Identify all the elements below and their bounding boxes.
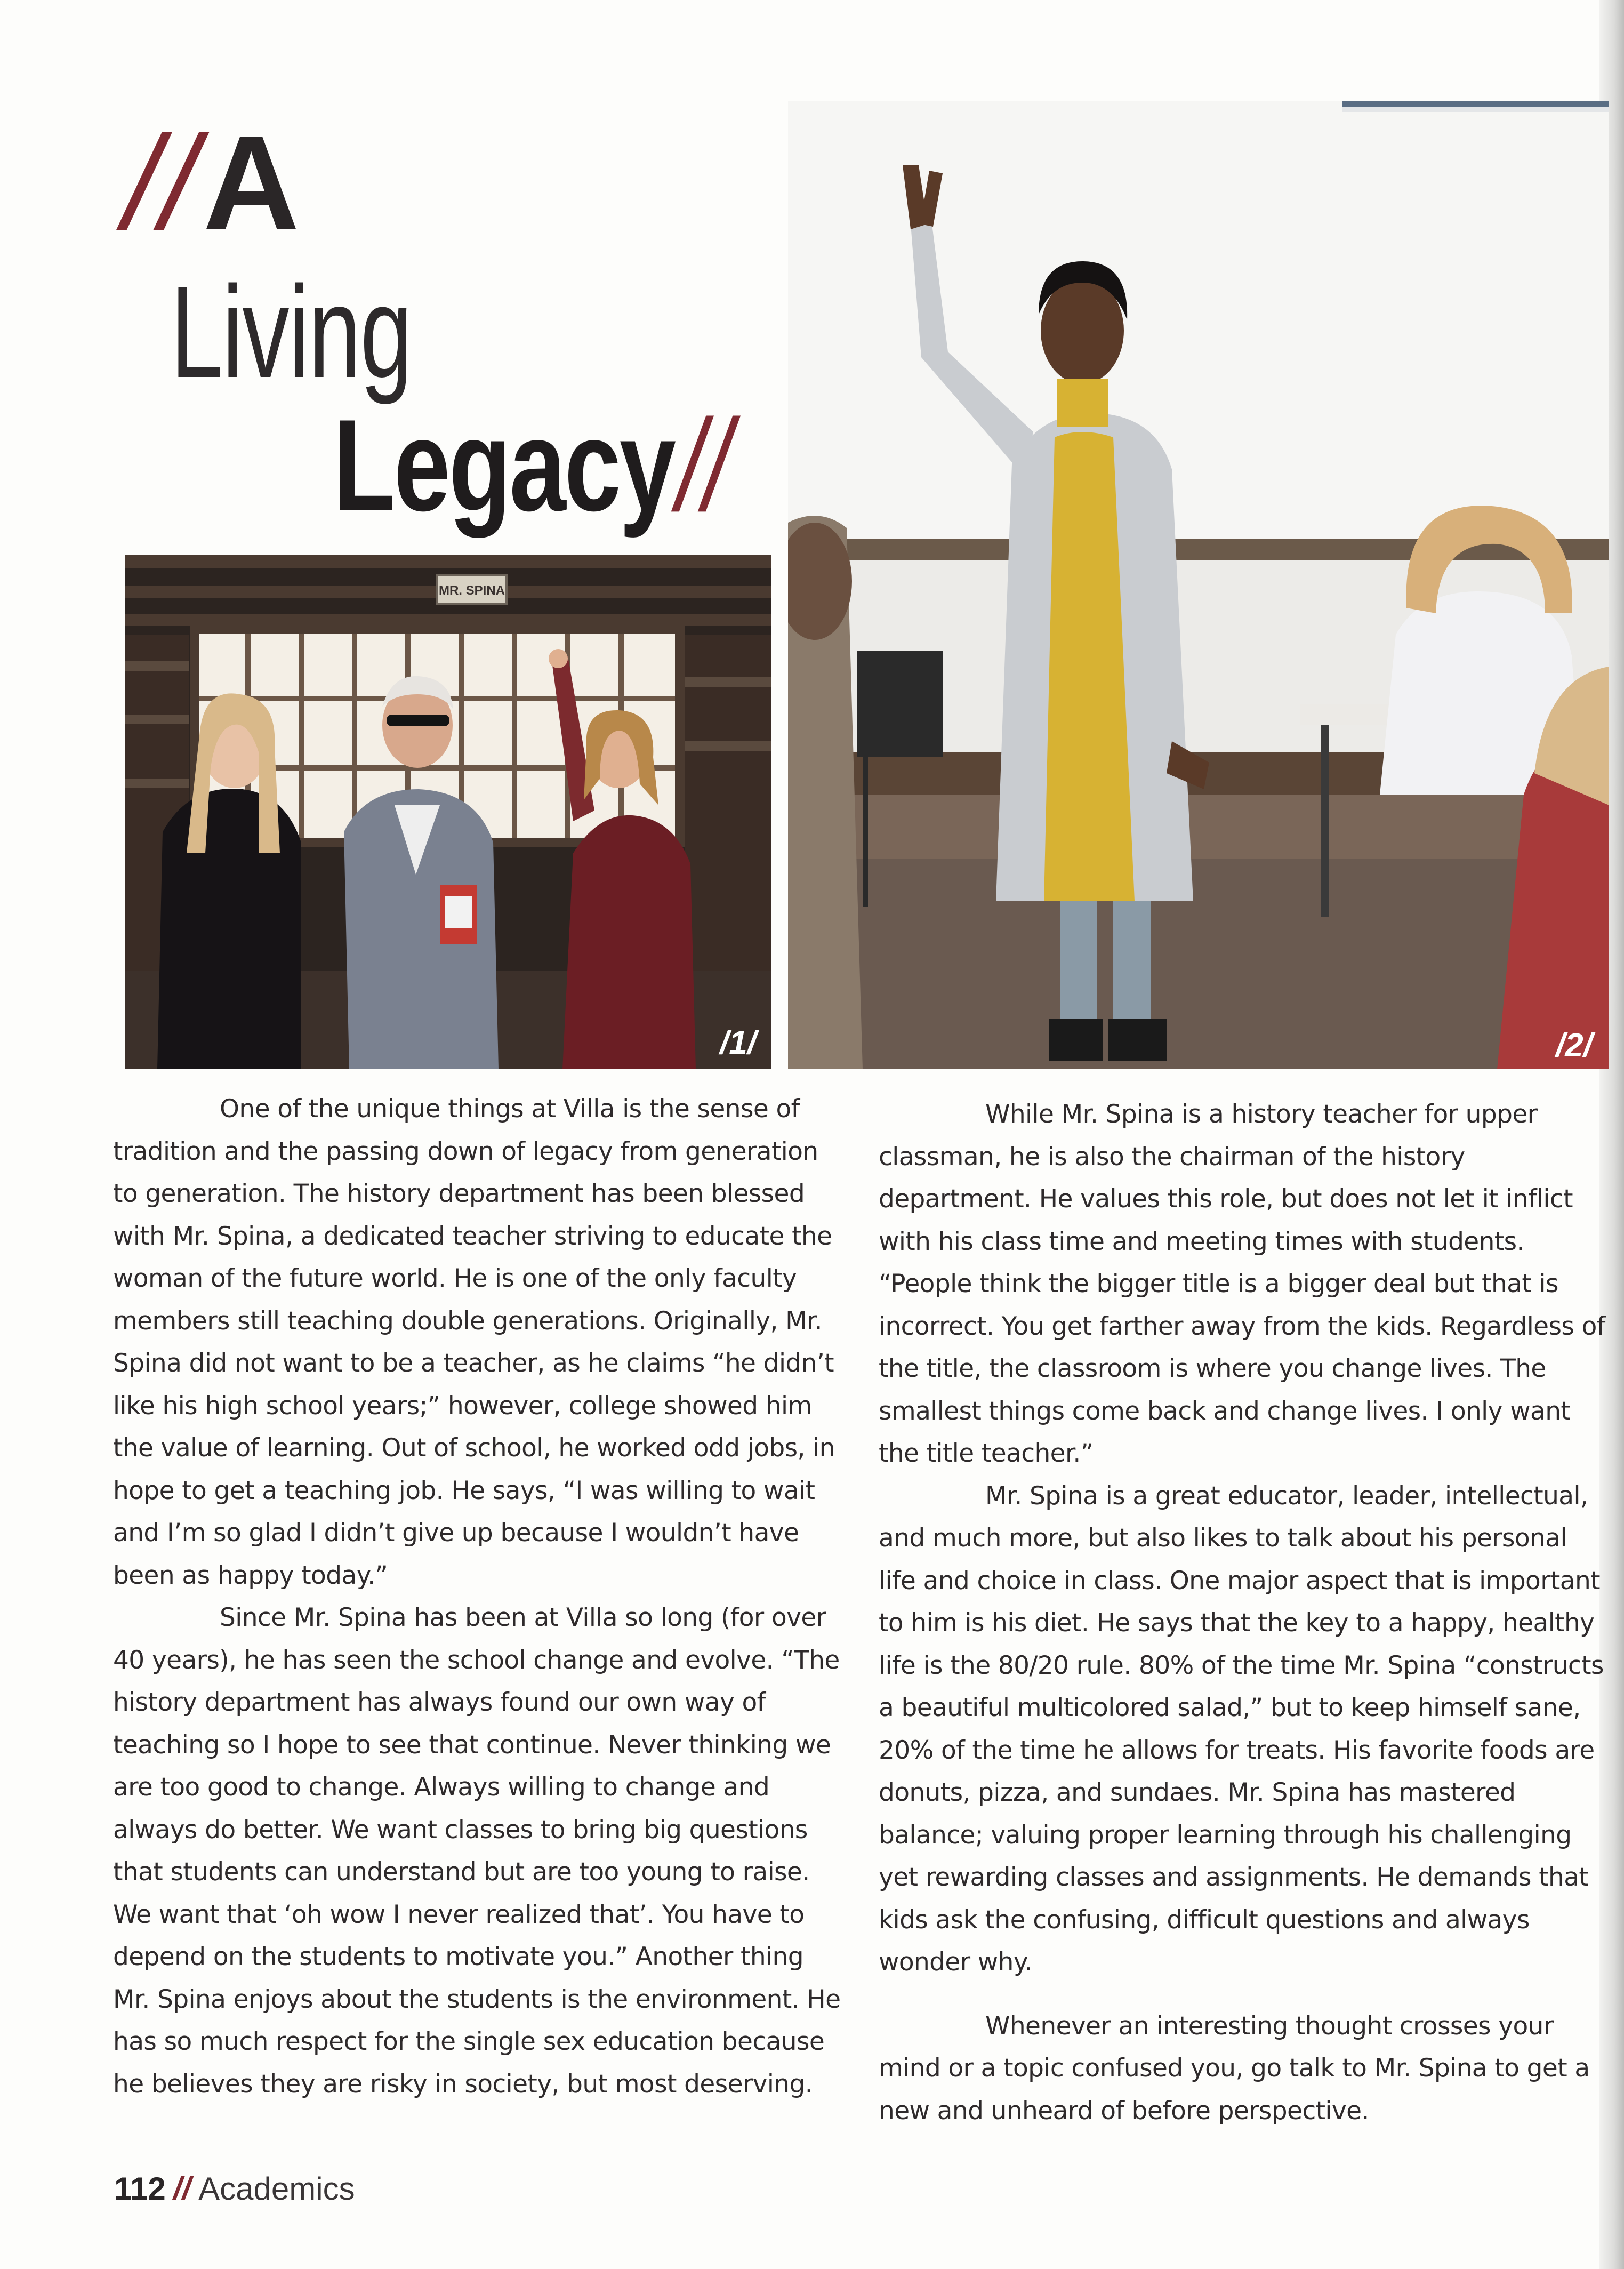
footer-slashes: //	[173, 2171, 191, 2207]
title-word-a: A	[203, 108, 300, 257]
photo-classroom-illustration	[788, 101, 1609, 1069]
column-2-paragraph-1: While Mr. Spina is a history teacher for upper classman, he is also the chairman of the history department. He values this role, but does not let it inflict with his class time and meeting times with students. “People think the bigger title is a bigger deal but that is incorrect. You get farther away from the kids. Regardless of the title, the classroom is where you change lives. The smallest things come back and change lives. I only want the title teacher.”	[879, 1100, 1605, 1468]
article-column-2	[879, 1093, 1609, 2132]
page-number: 112	[114, 2171, 166, 2207]
column-2-paragraph-3: Whenever an interesting thought crosses your mind or a topic confused you, go talk to Mr. Spina to get a new and unheard of before perspective.	[879, 2011, 1590, 2126]
photo-caption-2: /2/	[1556, 1027, 1593, 1064]
title-word-living: Living	[171, 259, 412, 405]
photo-cabin-group	[125, 555, 771, 1069]
title-word-legacy: Legacy	[333, 392, 674, 538]
column-1-paragraph-1: One of the unique things at Villa is the sense of tradition and the passing down of legacy from generation to generation. The history department has been blessed with Mr. Spina, a dedicated teacher striving to educate the woman of the future world. He is one of the only faculty members still teaching double generations. Originally, Mr. Spina did not want to be a teacher, as he claims “he didn’t like his high school years;” however, college showed him the value of learning. Out of school, he worked odd jobs, in hope to get a teaching job. He says, “I was willing to wait and I’m so glad I didn’t give up because I wouldn’t have been as happy today.”	[113, 1094, 835, 1590]
title-line-2	[171, 259, 412, 405]
column-1-paragraph-2: Since Mr. Spina has been at Villa so long (for over 40 years), he has seen the school change and evolve. “The history department has always found our own way of teaching so I hope to see that continue. Never thinking we are too good to change. Always willing to change and always do better. We want classes to bring big questions that students can understand but are too young to raise. We want that ‘oh wow I never realized that’. You have to depend on the students to motivate you.” Another thing Mr. Spina enjoys about the students is the environment. He has so much respect for the single sex education because he believes they are risky in society, but most deserving.	[113, 1603, 841, 2099]
title-line-1	[124, 108, 300, 257]
title-slashes: //	[124, 108, 198, 257]
photo-caption-1: /1/	[720, 1024, 757, 1061]
title-line-3	[333, 392, 730, 538]
photo-cabin-illustration	[125, 555, 771, 1069]
sign-text: MR. SPINA	[438, 583, 505, 598]
page-footer	[114, 2173, 355, 2205]
article-column-1	[113, 1088, 843, 2105]
photo-classroom-teacher	[788, 101, 1609, 1069]
column-2-paragraph-2: Mr. Spina is a great educator, leader, intellectual, and much more, but also likes to talk about his personal life and choice in class. One major aspect that is important to him is his diet. He says that the key to a happy, healthy life is the 80/20 rule. 80% of the time Mr. Spina “constructs a beautiful multicolored salad,” but to keep himself sane, 20% of the time he allows for treats. His favorite foods are donuts, pizza, and sundaes. Mr. Spina has mastered balance; valuing proper learning through his challenging yet rewarding classes and assignments. He demands that kids ask the confusing, difficult questions and always wonder why.	[879, 1481, 1604, 1977]
title-slashes-end: //	[677, 392, 730, 538]
section-name: Academics	[198, 2171, 355, 2207]
